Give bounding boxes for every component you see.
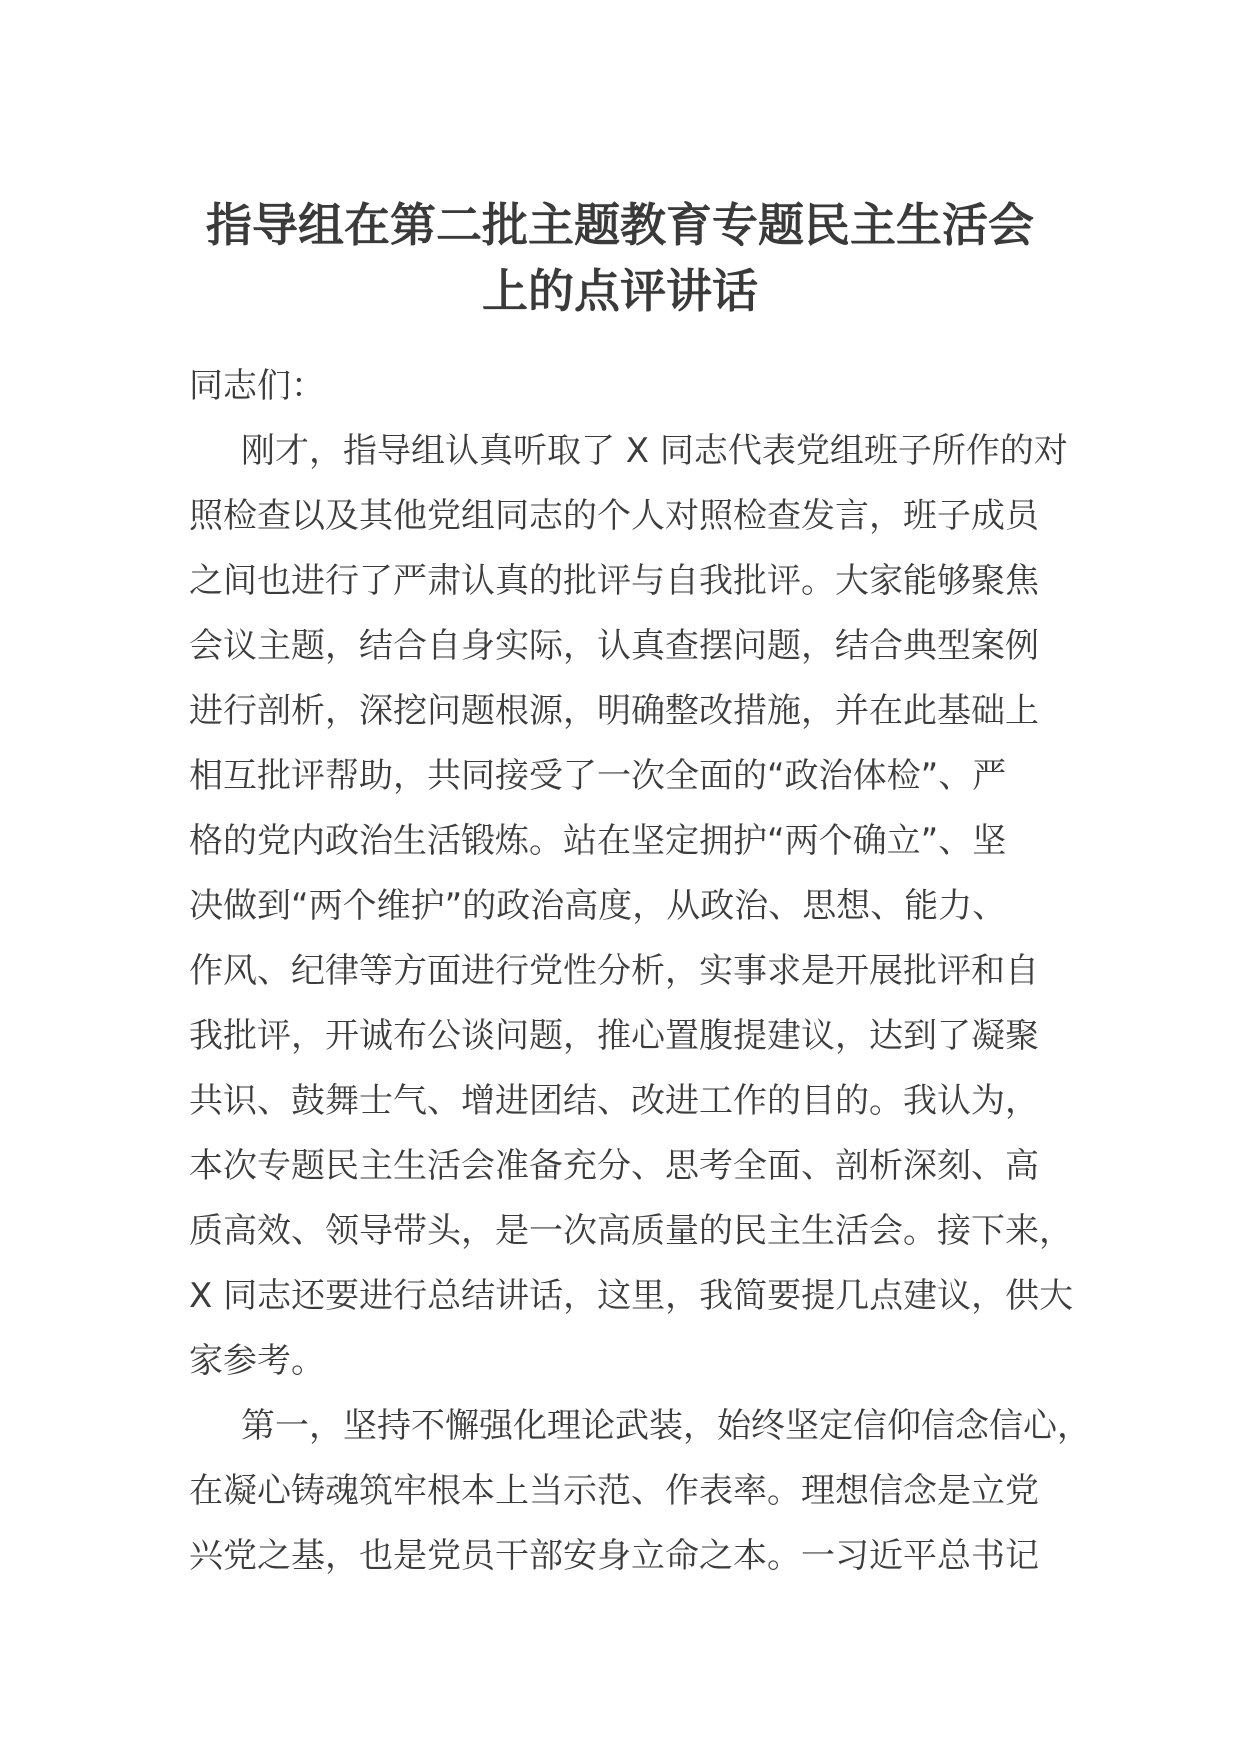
paragraph-1-line-12: 本次专题民主生活会准备充分、思考全面、剖析深刻、高 bbox=[189, 1146, 1039, 1186]
paragraph-1-line-4: 会议主题，结合自身实际，认真查摆问题，结合典型案例 bbox=[189, 626, 1039, 666]
paragraph-1-line-10: 我批评，开诚布公谈问题，推心置腹提建议，达到了凝聚 bbox=[189, 1016, 1039, 1056]
paragraph-1-line-3: 之间也进行了严肃认真的批评与自我批评。大家能够聚焦 bbox=[189, 561, 1039, 601]
paragraph-2-line-1: 第一，坚持不懈强化理论武装，始终坚定信仰信念信心， bbox=[241, 1406, 1091, 1446]
document-title bbox=[150, 192, 1090, 324]
paragraph-1-line-13: 质高效、领导带头，是一次高质量的民主生活会。接下来， bbox=[189, 1211, 1073, 1251]
salutation: 同志们： bbox=[189, 366, 325, 406]
paragraph-1-line-5: 进行剖析，深挖问题根源，明确整改措施，并在此基础上 bbox=[189, 691, 1039, 731]
title-line-2: 上的点评讲话 bbox=[482, 264, 758, 318]
paragraph-1-line-9: 作风、纪律等方面进行党性分析，实事求是开展批评和自 bbox=[189, 951, 1039, 991]
title-line-1: 指导组在第二批主题教育专题民主生活会 bbox=[206, 198, 1034, 252]
paragraph-1-line-2: 照检查以及其他党组同志的个人对照检查发言，班子成员 bbox=[189, 496, 1039, 536]
paragraph-1-line-14: X 同志还要进行总结讲话，这里，我简要提几点建议，供大 bbox=[189, 1276, 1074, 1316]
document-body bbox=[189, 354, 1091, 1589]
paragraph-1-line-15: 家参考。 bbox=[189, 1341, 325, 1381]
paragraph-2-line-3: 兴党之基，也是党员干部安身立命之本。一习近平总书记 bbox=[189, 1536, 1039, 1576]
paragraph-1-line-11: 共识、鼓舞士气、增进团结、改进工作的目的。我认为， bbox=[189, 1081, 1039, 1121]
paragraph-2 bbox=[189, 1394, 1091, 1589]
paragraph-1-line-8: 决做到“两个维护”的政治高度，从政治、思想、能力、 bbox=[189, 886, 1007, 926]
paragraph-1 bbox=[189, 419, 1074, 1394]
paragraph-1-line-7: 格的党内政治生活锻炼。站在坚定拥护“两个确立”、坚 bbox=[189, 821, 1007, 861]
paragraph-1-line-1: 刚才，指导组认真听取了 X 同志代表党组班子所作的对 bbox=[241, 431, 1068, 471]
paragraph-2-line-2: 在凝心铸魂筑牢根本上当示范、作表率。理想信念是立党 bbox=[189, 1471, 1039, 1511]
paragraph-1-line-6: 相互批评帮助，共同接受了一次全面的“政治体检”、严 bbox=[189, 756, 1007, 796]
